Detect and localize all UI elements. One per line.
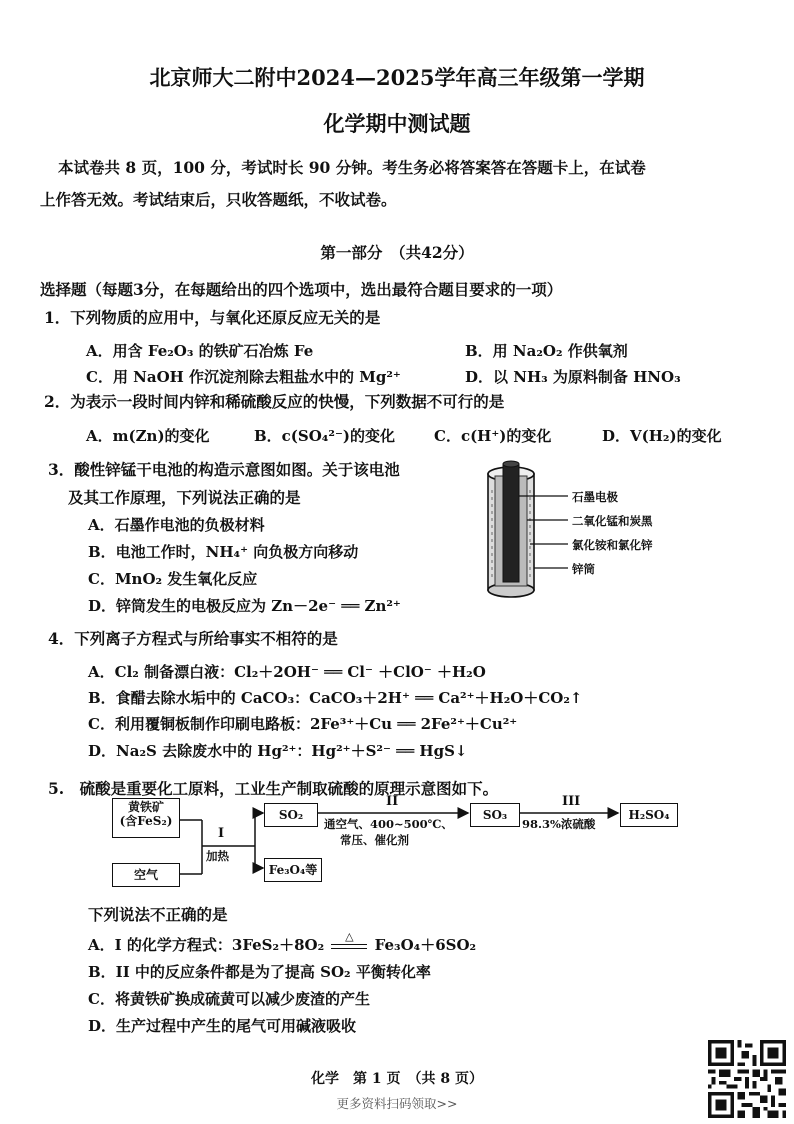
q4-stem: 4．下列离子方程式与所给事实不相符的是 [48,629,338,648]
q4-option-d: D．Na₂S 去除废水中的 Hg²⁺：Hg²⁺＋S²⁻ ══ HgS↓ [88,742,468,760]
step-3-label: III [562,794,581,809]
q1-option-b: B．用 Na₂O₂ 作供氧剂 [465,342,628,360]
step-2-label: II [386,794,399,809]
q1-option-a: A．用含 Fe₂O₃ 的铁矿石冶炼 Fe [86,342,314,360]
q5-stem: 5. 硫酸是重要化工原料，工业生产制取硫酸的原理示意图如下。 [48,779,499,798]
heating-equals-sign [329,929,369,949]
pyrite-label: 黄铁矿 [127,800,164,814]
q3-stem-line1: 3．酸性锌锰干电池的构造示意图如图。关于该电池 [48,460,400,479]
q2-stem: 2．为表示一段时间内锌和稀硫酸反应的快慢，下列数据不可行的是 [44,392,505,411]
q5-option-a [88,929,477,955]
qr-code-icon[interactable] [708,1040,786,1118]
step-2-condition-1: 通空气、400~500℃、 [324,817,453,831]
page-number: 化学 第 1 页 （共 8 页） [311,1071,483,1087]
q4-option-a: A．Cl₂ 制备漂白液：Cl₂＋2OH⁻ ══ Cl⁻ ＋ClO⁻ ＋H₂O [88,663,486,681]
school-title: 北京师大二附中2024—2025学年高三年级第一学期 [149,65,645,90]
q5-option-d: D．生产过程中产生的尾气可用碱液吸收 [88,1017,357,1035]
q3-stem-line2: 及其工作原理，下列说法正确的是 [68,488,301,507]
section-instructions: 选择题（每题3分，在每题给出的四个选项中，选出最符合题目要求的一项） [40,280,563,299]
q1-option-c: C．用 NaOH 作沉淀剂除去粗盐水中的 Mg²⁺ [86,368,401,386]
q3-option-c: C．MnO₂ 发生氧化反应 [88,570,258,588]
battery-diagram [478,460,590,598]
air-box: 空气 [112,863,180,887]
q2-option-a: A．m(Zn)的变化 [86,427,210,445]
pyrite-box [112,798,180,838]
q3-option-a: A．石墨作电池的负极材料 [88,516,265,534]
label-graphite: 石墨电极 [572,490,618,504]
fe3o4-box: Fe₃O₄等 [264,858,322,882]
q2-option-b: B．c(SO₄²⁻)的变化 [254,427,395,445]
q4-option-b: B．食醋去除水垢中的 CaCO₃：CaCO₃＋2H⁺ ══ Ca²⁺＋H₂O＋CO₂↑ [88,689,583,707]
so3-box: SO₃ [470,803,520,827]
exam-title: 化学期中测试题 [323,111,471,136]
step-1-label: I [218,826,225,841]
q5-option-c: C．将黄铁矿换成硫黄可以减少废渣的产生 [88,990,370,1008]
q5-option-a-left: A．I 的化学方程式：3FeS₂＋8O₂ [88,936,325,954]
intro-line-1: 本试卷共 8 页，100 分，考试时长 90 分钟。考生务必将答案答在答题卡上，在试卷 [58,158,646,177]
heat-label: 加热 [206,849,229,863]
more-resources-link[interactable]: 更多资料扫码领取>> [336,1096,458,1111]
equals-bar [331,944,367,949]
label-electrolyte: 氯化铵和氯化锌 [572,538,653,552]
q3-option-d: D．锌筒发生的电极反应为 Zn－2e⁻ ══ Zn²⁺ [88,597,401,615]
q5-sub-stem: 下列说法不正确的是 [88,905,228,924]
step-3-condition: 98.3%浓硫酸 [522,817,596,831]
step-2-condition-2: 常压、催化剂 [340,833,409,847]
q4-option-c: C．利用覆铜板制作印刷电路板：2Fe³⁺＋Cu ══ 2Fe²⁺＋Cu²⁺ [88,715,518,733]
q5-option-b: B．II 中的反应条件都是为了提高 SO₂ 平衡转化率 [88,963,431,981]
q5-option-a-right: Fe₃O₄＋6SO₂ [374,936,477,954]
label-zinc: 锌筒 [572,562,595,576]
h2so4-box: H₂SO₄ [620,803,678,827]
q2-option-d: D．V(H₂)的变化 [602,427,722,445]
section-title: 第一部分 （共42分） [320,243,474,262]
label-mno2: 二氧化锰和炭黑 [572,514,653,528]
pyrite-formula: (含FeS₂) [119,813,173,828]
q1-option-d: D．以 NH₃ 为原料制备 HNO₃ [465,368,681,386]
heating-symbol: △ [345,929,354,943]
q1-stem: 1．下列物质的应用中，与氧化还原反应无关的是 [44,308,381,327]
so2-box: SO₂ [264,803,318,827]
intro-line-2: 上作答无效。考试结束后，只收答题纸，不收试卷。 [40,190,397,209]
q3-option-b: B．电池工作时，NH₄⁺ 向负极方向移动 [88,543,359,561]
q2-option-c: C．c(H⁺)的变化 [434,427,552,445]
